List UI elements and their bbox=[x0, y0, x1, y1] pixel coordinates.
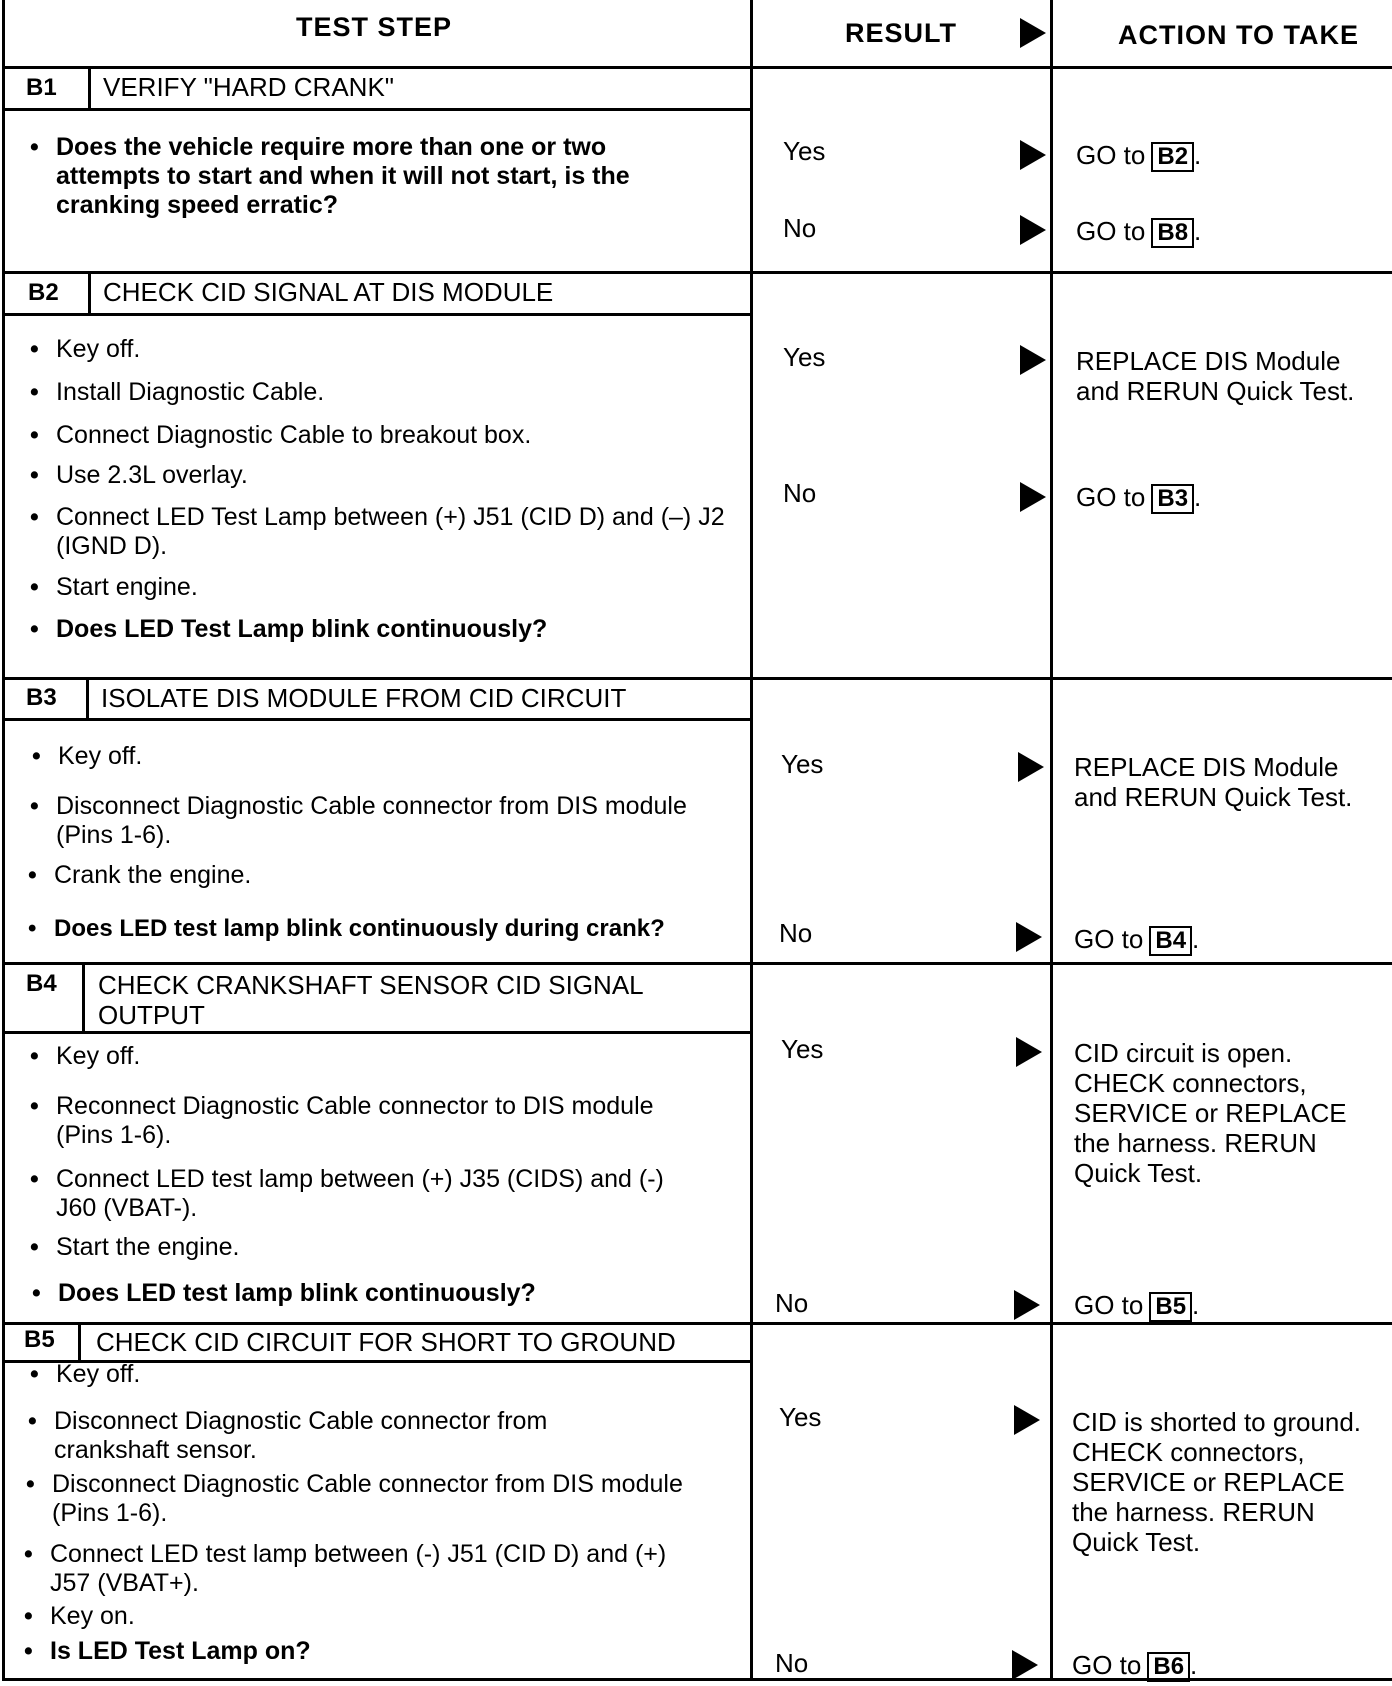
ref-b3: B3 bbox=[1151, 484, 1194, 514]
b5-action-yes: CID is shorted to ground. CHECK connectors, SERVICE or REPLACE the harness. RERUN Quick Test. bbox=[1072, 1407, 1362, 1557]
b2-step-7: • Does LED Test Lamp blink continuously? bbox=[56, 615, 736, 644]
b5-step-1: • Key off. bbox=[56, 1360, 706, 1389]
header-arrow-icon bbox=[1020, 18, 1046, 48]
b3-step-2: • Disconnect Diagnostic Cable connector from DIS module (Pins 1-6). bbox=[56, 792, 696, 850]
b1-action-no: GO to B8 . bbox=[1076, 216, 1202, 246]
b5-step-5: • Key on. bbox=[50, 1602, 700, 1631]
b3-yes-arrow-icon bbox=[1018, 752, 1044, 782]
b2-step-4: • Use 2.3L overlay. bbox=[56, 461, 706, 490]
b3-result-yes: Yes bbox=[781, 749, 824, 779]
header-action: ACTION TO TAKE bbox=[1118, 20, 1359, 50]
b2-no-arrow-icon bbox=[1020, 482, 1046, 512]
ref-b4: B4 bbox=[1149, 926, 1192, 956]
section-title-b4: CHECK CRANKSHAFT SENSOR CID SIGNAL OUTPUT bbox=[98, 970, 643, 1030]
b1-yes-arrow-icon bbox=[1020, 140, 1046, 170]
b3-step-1: • Key off. bbox=[58, 742, 708, 771]
ref-b2: B2 bbox=[1151, 142, 1194, 172]
section-title-b5: CHECK CID CIRCUIT FOR SHORT TO GROUND bbox=[96, 1327, 676, 1357]
b5-step-3: • Disconnect Diagnostic Cable connector from DIS module (Pins 1-6). bbox=[52, 1470, 692, 1528]
section-id-b2: B2 bbox=[28, 279, 59, 306]
b4-step-1: • Key off. bbox=[56, 1042, 706, 1071]
b2-yes-arrow-icon bbox=[1020, 345, 1046, 375]
b4-result-no: No bbox=[775, 1288, 809, 1318]
b2-step-6: • Start engine. bbox=[56, 573, 706, 602]
b2-step-1: • Key off. bbox=[56, 335, 706, 364]
b3-action-no: GO to B4 . bbox=[1074, 924, 1200, 954]
b1-result-no: No bbox=[783, 213, 817, 243]
b2-result-no: No bbox=[783, 478, 817, 508]
section-id-b5: B5 bbox=[24, 1326, 55, 1353]
b4-title-bottom bbox=[2, 1031, 752, 1034]
b1-id-divider bbox=[88, 66, 91, 110]
section-title-b3: ISOLATE DIS MODULE FROM CID CIRCUIT bbox=[101, 683, 627, 713]
b1-step-1: • Does the vehicle require more than one or two attempts to start and when it will not start, is the cranking speed erratic? bbox=[56, 133, 696, 220]
b3-id-divider bbox=[86, 677, 89, 720]
b5-result-no: No bbox=[775, 1648, 809, 1678]
b5-top-divider bbox=[2, 1322, 1392, 1325]
b3-no-arrow-icon bbox=[1016, 922, 1042, 952]
b3-title-bottom bbox=[2, 718, 752, 721]
b4-id-divider bbox=[82, 962, 85, 1033]
header-divider bbox=[2, 66, 1392, 69]
header-result: RESULT bbox=[845, 18, 957, 48]
b5-id-divider bbox=[78, 1322, 81, 1362]
b4-step-3: • Connect LED test lamp between (+) J35 (CIDS) and (-) J60 (VBAT-). bbox=[56, 1165, 706, 1223]
b5-no-arrow-icon bbox=[1012, 1650, 1038, 1680]
b3-top-divider bbox=[2, 677, 1392, 680]
b1-result-yes: Yes bbox=[783, 136, 826, 166]
b5-step-2: • Disconnect Diagnostic Cable connector from crankshaft sensor. bbox=[54, 1407, 654, 1465]
b4-no-arrow-icon bbox=[1014, 1290, 1040, 1320]
ref-b6: B6 bbox=[1147, 1652, 1190, 1682]
b5-step-6: • Is LED Test Lamp on? bbox=[50, 1637, 700, 1666]
b2-id-divider bbox=[88, 271, 91, 315]
b3-step-3: • Crank the engine. bbox=[54, 861, 704, 890]
b4-top-divider bbox=[2, 962, 1392, 965]
b4-step-2: • Reconnect Diagnostic Cable connector to DIS module (Pins 1-6). bbox=[56, 1092, 676, 1150]
section-title-b2: CHECK CID SIGNAL AT DIS MODULE bbox=[103, 277, 554, 307]
ref-b5: B5 bbox=[1149, 1292, 1192, 1322]
b4-step-5: • Does LED test lamp blink continuously? bbox=[58, 1279, 708, 1308]
b1-action-yes: GO to B2 . bbox=[1076, 140, 1202, 170]
b5-action-no: GO to B6 . bbox=[1072, 1650, 1198, 1680]
b1-no-arrow-icon bbox=[1020, 215, 1046, 245]
b3-action-yes: REPLACE DIS Module and RERUN Quick Test. bbox=[1074, 752, 1353, 812]
b5-yes-arrow-icon bbox=[1014, 1405, 1040, 1435]
b2-step-2: • Install Diagnostic Cable. bbox=[56, 378, 706, 407]
b3-result-no: No bbox=[779, 918, 813, 948]
b2-action-no: GO to B3 . bbox=[1076, 482, 1202, 512]
section-id-b1: B1 bbox=[26, 74, 57, 101]
b2-action-yes: REPLACE DIS Module and RERUN Quick Test. bbox=[1076, 346, 1355, 406]
b4-step-4: • Start the engine. bbox=[56, 1233, 706, 1262]
section-title-b1: VERIFY "HARD CRANK" bbox=[103, 72, 395, 102]
ref-b8: B8 bbox=[1151, 218, 1194, 248]
b1-title-bottom bbox=[2, 108, 752, 111]
b2-title-bottom bbox=[2, 313, 752, 316]
b2-step-3: • Connect Diagnostic Cable to breakout box. bbox=[56, 421, 706, 450]
b4-yes-arrow-icon bbox=[1016, 1037, 1042, 1067]
column-divider-test-result bbox=[750, 0, 753, 1680]
b2-result-yes: Yes bbox=[783, 342, 826, 372]
section-id-b4: B4 bbox=[26, 970, 57, 997]
section-id-b3: B3 bbox=[26, 684, 57, 711]
b4-result-yes: Yes bbox=[781, 1034, 824, 1064]
table-left-border bbox=[2, 0, 5, 1680]
b4-action-no: GO to B5 . bbox=[1074, 1290, 1200, 1320]
column-divider-result-action bbox=[1050, 0, 1053, 1680]
b3-step-4: • Does LED test lamp blink continuously during crank? bbox=[54, 914, 754, 943]
b5-result-yes: Yes bbox=[779, 1402, 822, 1432]
b2-step-5: • Connect LED Test Lamp between (+) J51 (CID D) and (–) J2 (IGND D). bbox=[56, 503, 736, 561]
header-test-step: TEST STEP bbox=[296, 12, 453, 42]
b5-step-4: • Connect LED test lamp between (-) J51 (CID D) and (+) J57 (VBAT+). bbox=[50, 1540, 670, 1598]
b4-action-yes: CID circuit is open. CHECK connectors, SERVICE or REPLACE the harness. RERUN Quick Test. bbox=[1074, 1038, 1347, 1188]
b2-top-divider bbox=[2, 271, 1392, 274]
